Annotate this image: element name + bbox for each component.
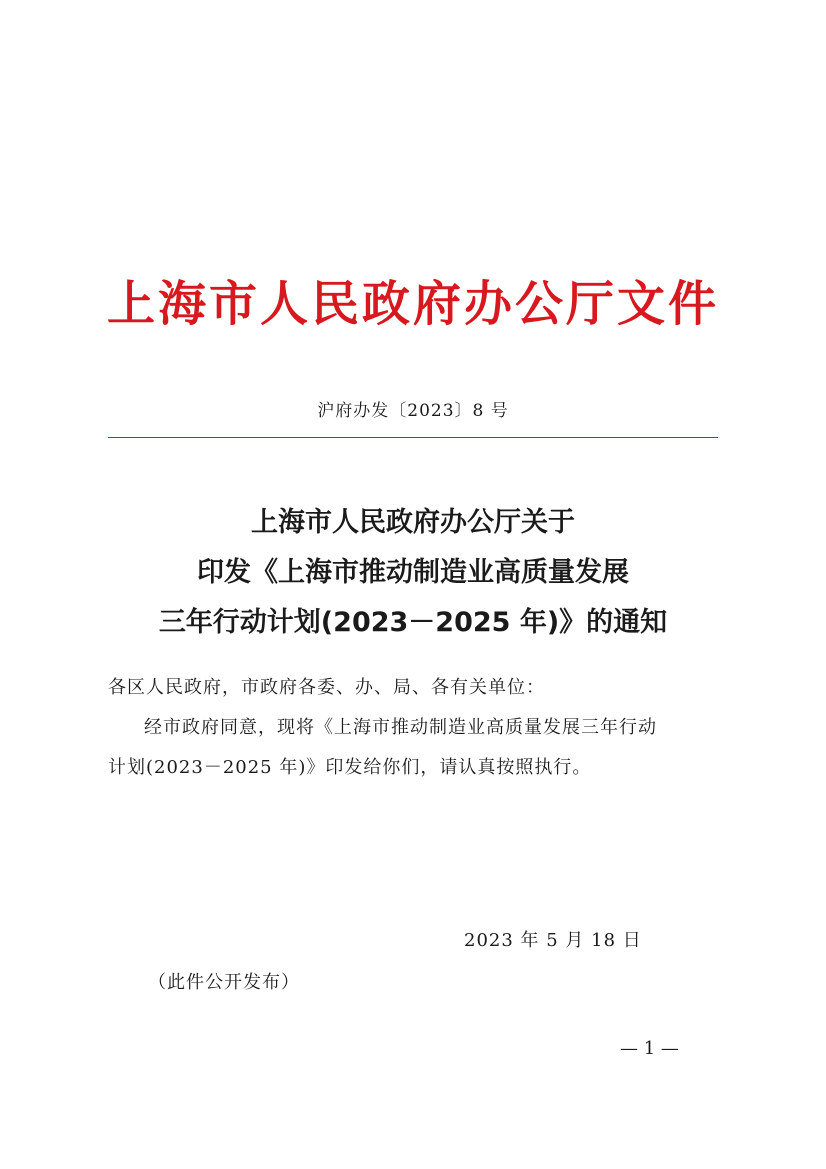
- page-number: — 1 —: [620, 1038, 679, 1059]
- notice-title: [0, 498, 826, 648]
- salutation: 各区人民政府，市政府各委、办、局、各有关单位：: [108, 677, 545, 698]
- issue-date: 2023 年 5 月 18 日: [464, 930, 642, 951]
- notice-title-line-2: 印发《上海市推动制造业高质量发展: [197, 557, 629, 588]
- body-paragraph-line-2: 计划(2023－2025 年)》印发给你们，请认真按照执行。: [108, 757, 592, 778]
- document-header-title: 上海市人民政府办公厅文件: [106, 276, 719, 332]
- notice-title-line-1: 上海市人民政府办公厅关于: [251, 507, 575, 538]
- document-number: 沪府办发〔2023〕8 号: [317, 401, 509, 421]
- header-divider: [108, 437, 718, 438]
- body-paragraph-line-1: 经市政府同意，现将《上海市推动制造业高质量发展三年行动: [144, 717, 657, 738]
- notice-title-line-3: 三年行动计划(2023－2025 年)》的通知: [158, 607, 668, 638]
- disclosure-note: （此件公开发布）: [148, 972, 300, 993]
